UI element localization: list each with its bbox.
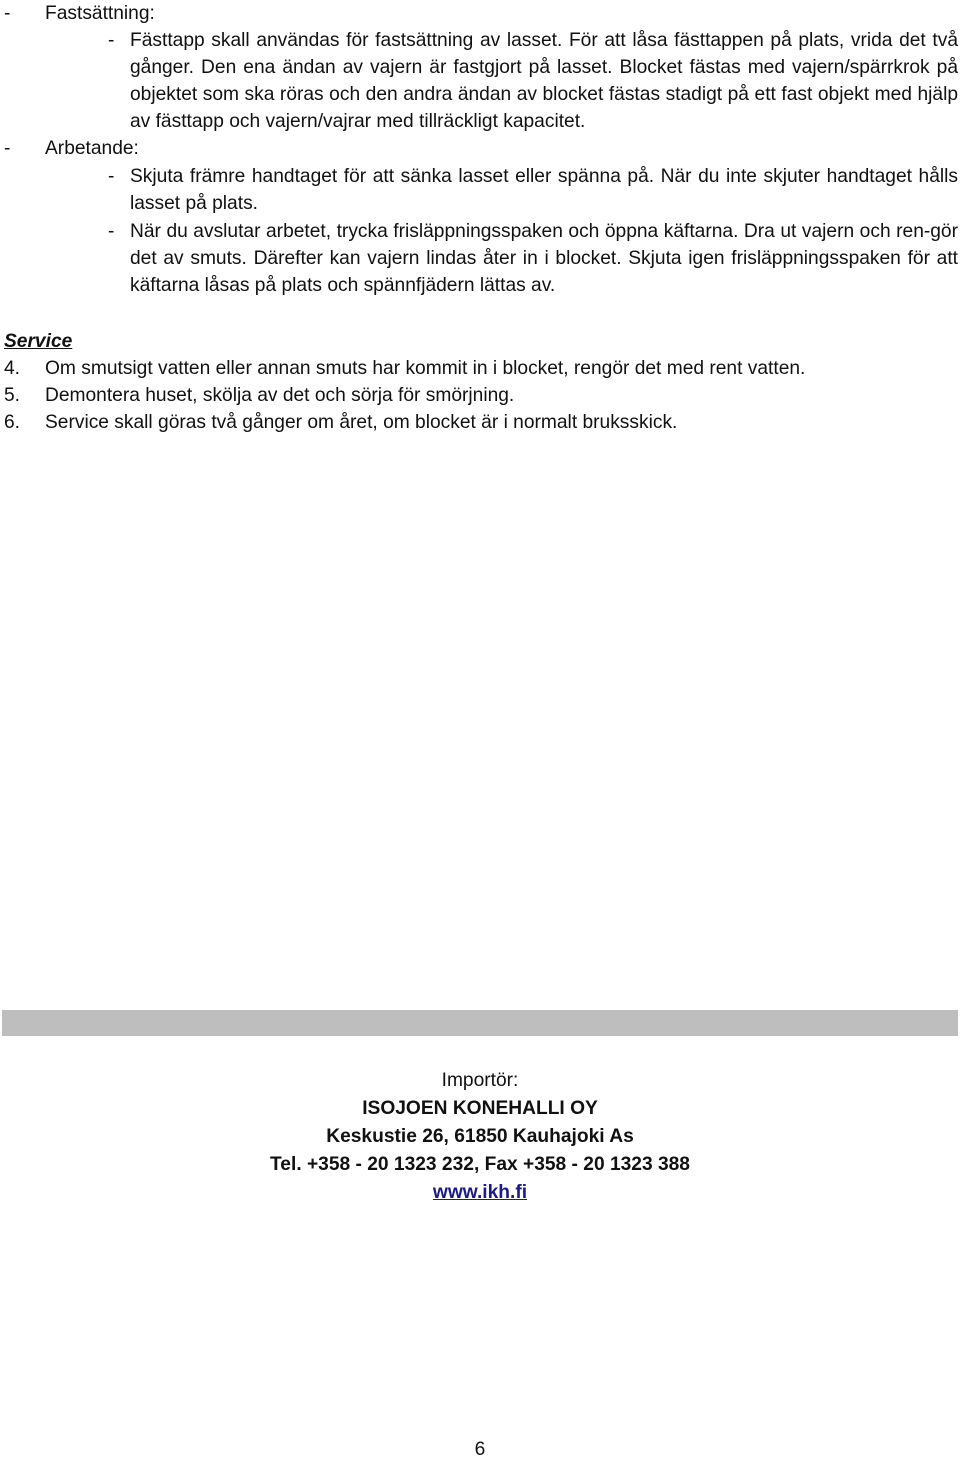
importer-label: Importör: <box>441 1070 519 1091</box>
section-bullet: - <box>4 138 11 159</box>
list-item <box>4 355 954 382</box>
sub-item-text: När du avslutar arbetet, trycka frisläppningsspaken och öppna käftarna. Dra ut vajern och ren-gör det av smuts. Därefter kan vajern lindas åter in i blocket. Skjuta igen frisläppningsspaken för att käftarna låsas på plats och spännfjädern lättas av. <box>130 221 958 296</box>
list-item <box>4 382 954 409</box>
sub-item-text: Skjuta främre handtaget för att sänka lasset eller spänna på. När du inte skjuter handtaget hålls lasset på plats. <box>130 166 958 214</box>
list-text: Demontera huset, skölja av det och sörja för smörjning. <box>45 385 515 406</box>
service-list <box>4 355 954 436</box>
list-text: Om smutsigt vatten eller annan smuts har kommit in i blocket, rengör det med rent vatten. <box>45 358 806 379</box>
importer-block <box>0 1067 960 1207</box>
importer-address: Keskustie 26, 61850 Kauhajoki As <box>326 1126 634 1147</box>
list-text: Service skall göras två gånger om året, om blocket är i normalt bruksskick. <box>45 412 678 433</box>
list-number: 6. <box>4 412 21 433</box>
section-title: Arbetande: <box>45 138 139 159</box>
section-bullet: - <box>4 3 11 24</box>
service-heading: Service <box>4 331 73 352</box>
page-number: 6 <box>474 1439 486 1460</box>
sub-item-fasttapp <box>108 27 958 135</box>
divider-bar <box>2 1010 958 1036</box>
list-item <box>4 409 954 436</box>
importer-phone: Tel. +358 - 20 1323 232, Fax +358 - 20 1323 388 <box>270 1154 690 1175</box>
sub-item-avslutar <box>108 218 958 299</box>
sub-item-skjuta <box>108 163 958 217</box>
importer-company: ISOJOEN KONEHALLI OY <box>362 1098 598 1119</box>
sub-item-text: Fästtapp skall användas för fastsättning av lasset. För att låsa fästtappen på plats, vrida det två gånger. Den ena ändan av vajern är fastgjort på lasset. Blocket fästas med vajern/spärrkrok på objektet som ska röras och den andra ändan av blocket fästas stadigt på ett fast objekt med hjälp av fästtapp och vajern/vajrar med tillräckligt kapacitet. <box>130 30 958 132</box>
section-title: Fastsättning: <box>45 3 155 24</box>
sub-item-bullet: - <box>108 221 115 242</box>
sub-item-bullet: - <box>108 166 115 187</box>
importer-website-link[interactable]: www.ikh.fi <box>432 1182 528 1203</box>
list-number: 5. <box>4 385 21 406</box>
list-number: 4. <box>4 358 21 379</box>
sub-item-bullet: - <box>108 30 115 51</box>
